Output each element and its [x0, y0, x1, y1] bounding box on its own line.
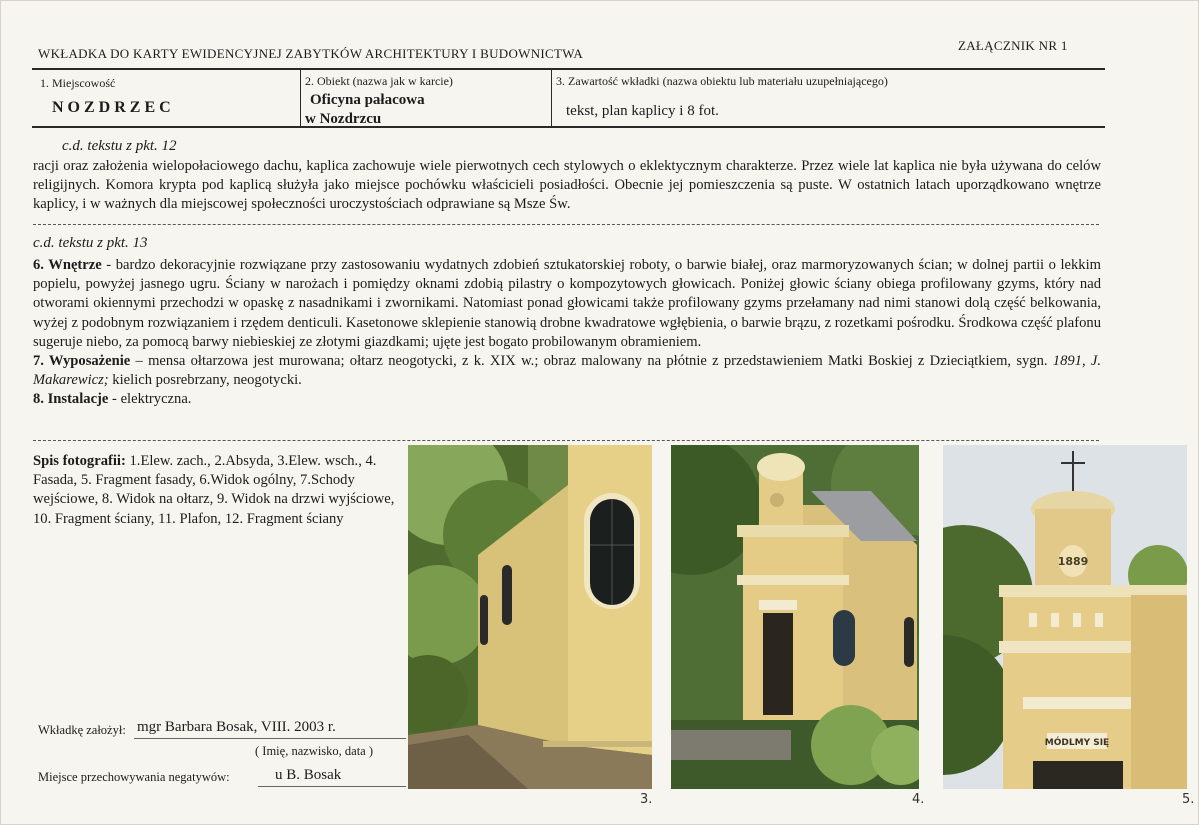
storage-underline: [258, 786, 406, 787]
photo-list-paragraph: [33, 452, 405, 529]
object-label: 2. Obiekt (nazwa jak w karcie): [305, 74, 453, 88]
interior-paragraph: [33, 256, 1101, 352]
author-value: mgr Barbara Bosak, VIII. 2003 r.: [137, 719, 336, 735]
installation-text: - elektryczna.: [108, 391, 192, 408]
table-bottom-rule: [32, 126, 1105, 128]
object-value: Oficyna pałacowa: [310, 92, 425, 108]
author-label: Wkładkę założył:: [38, 723, 126, 737]
section12-paragraph: racji oraz założenia wielopołaciowego dachu, kaplica zachowuje wiele pierwotnych cech stylowych o eklektycznym charakterze. Przez wiele lat kaplica nie była używana do celów religijnych. Komora krypta pod kaplicą służyła jako miejsce pochówku właścicieli posiadłości. Obecnie jej pomieszczenia są puste. W ostatnich latach uporządkowano wnętrze kaplicy, i w ważnych dla miejscowej społeczności uroczystościach odprawiane są Msze Św.: [33, 158, 1101, 213]
photo-number-5: 5.: [1182, 792, 1195, 807]
dashed-divider: [33, 440, 1099, 441]
author-hint: ( Imię, nazwisko, data ): [255, 744, 374, 758]
interior-label: 6. Wnętrze: [33, 257, 102, 273]
section12-text: [33, 157, 1101, 215]
section12-heading: c.d. tekstu z pkt. 12: [62, 138, 177, 154]
author-underline: [134, 738, 406, 739]
installation-label: 8. Instalacje: [33, 391, 109, 408]
interior-text: - bardzo dekoracyjnie rozwiązane przy zastosowaniu wydatnych zdobień sztukatorskiej roboty, o barwie białej, oraz marmoryzowanych ścian; w dolnej partii o lekkim popielu, powyżej jasnego ugru. Ściany w narożach i pomiędzy oknami zdobią pilastry o kompozytowych głowicach. Poniżej głowic ściany obiega profilowany gzyms, który nad otworami okiennymi przechodzi w opaskę z nasadnikami i zwornikami. Natomiast ponad głowicami także profilowany gzyms przełamany nad nimi stanowi dolą część belkowania, wyżej z podobnym rozwiązaniem i rzędem denticuli. Kasetonowe sklepienie stanowią drobne kwadratowe wgłębienia, o barwie brązu, z rozetkami pośrodku. Środkowa część plafonu sugeruje niebo, za pomocą barwy niebieskiej ze złotymi giazdkami; ujęte jest bogato probilowanym obramieniem.: [33, 257, 1102, 350]
section13-heading: c.d. tekstu z pkt. 13: [33, 235, 148, 251]
content-label: 3. Zawartość wkładki (nazwa obiektu lub materiału uzupełniającego): [556, 74, 888, 88]
chapel-year-text: 1889: [1057, 555, 1089, 568]
chapel-facade-fragment-photo: [943, 445, 1187, 789]
document-title: WKŁADKA DO KARTY EWIDENCYJNEJ ZABYTKÓW ARCHITEKTURY I BUDOWNICTWA: [38, 46, 584, 61]
photo-list-label: Spis fotografii:: [33, 453, 126, 469]
storage-label: Miejsce przechowywania negatywów:: [38, 770, 230, 784]
section13-text: [33, 256, 1101, 410]
equipment-text: – mensa ołtarzowa jest murowana; ołtarz neogotycki, z k. XIX w.; obraz malowany na płótnie z przedstawieniem Matki Boskiej z Dzieciątkiem, sygn.: [130, 353, 1053, 370]
attachment-number: ZAŁĄCZNIK NR 1: [958, 38, 1068, 53]
table-divider: [551, 70, 552, 126]
equipment-text-end: kielich posrebrzany, neogotycki.: [108, 372, 302, 389]
chapel-east-elevation-photo: [408, 445, 652, 789]
table-divider: [300, 70, 301, 126]
equipment-signature: 1891, J. Makarewicz;: [33, 353, 1101, 389]
installation-paragraph: [33, 390, 1101, 409]
storage-value: u B. Bosak: [275, 767, 342, 783]
photo-number-3: 3.: [640, 792, 653, 807]
photo-number-4: 4.: [912, 792, 925, 807]
object-value-line2: w Nozdrzcu: [305, 111, 382, 127]
place-label: 1. Miejscowość: [40, 76, 116, 90]
equipment-label: 7. Wyposażenie: [33, 353, 131, 370]
photo-list-text: 1.Elew. zach., 2.Absyda, 3.Elew. wsch., 4. Fasada, 5. Fragment fasady, 6.Widok ogólny, 7.Schody wejściowe, 8. Widok na ołtarz, 9. Widok na drzwi wyjściowe, 10. Fragment ściany, 11. Plafon, 12. Fragment ściany: [33, 453, 395, 527]
table-top-rule: [32, 68, 1105, 70]
place-value: N O Z D R Z E C: [52, 99, 171, 116]
chapel-sign-text: MÓDLMY SIĘ: [1044, 738, 1110, 748]
content-value: tekst, plan kaplicy i 8 fot.: [566, 103, 719, 119]
chapel-facade-photo: [671, 445, 919, 789]
equipment-paragraph: [33, 352, 1101, 390]
photo-list: [33, 452, 405, 529]
dashed-divider: [33, 224, 1099, 225]
